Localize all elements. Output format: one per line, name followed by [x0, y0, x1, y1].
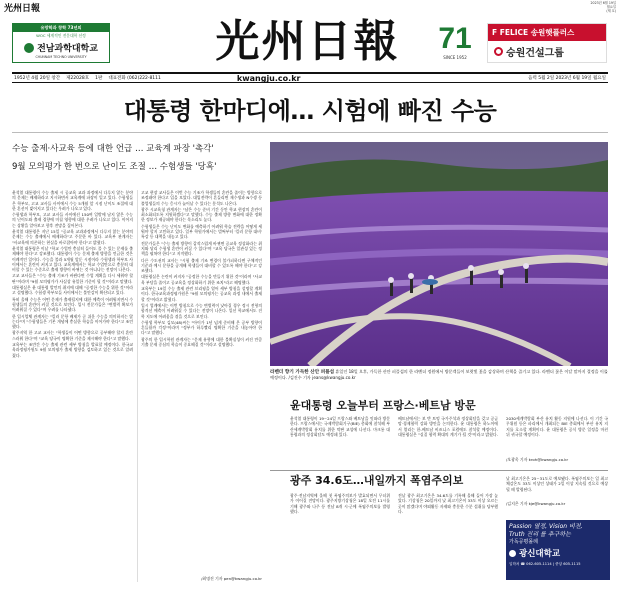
ad-university-contact: 입학처 ☎ 062-605-1114 | 중앙 605-1115 [509, 562, 581, 566]
main-article-col1 [12, 190, 133, 582]
story3-col1: 광주·전남지역에 올해 첫 폭염주의보가 발효되면서 무더위가 이어질 전망이다. 광주지방기상청은 18일 오전 11시를 기해 광주와 나주 등 전남 8개 시·군에 폭염주의보를 발령했다. [290, 493, 390, 514]
main-col2-para: 다른 수도권의 교사는 "시험 출제 기조 변경이 불가피하다면 구체적인 기준과 예시 문항을 공개해 학생들이 대비할 수 있도록 해야 한다"고 강조했다. [141, 257, 262, 274]
story3-col3: 낮 최고기온은 25~31도로 예보됐다. 폭염주의보는 일 최고 체감온도 33도 이상인 상태가 2일 이상 지속될 것으로 예상될 때 발령된다. [506, 476, 608, 492]
column-divider [137, 190, 138, 582]
story3-col2: 전날 광주 최고기온은 34.6도를 기록해 올해 들어 가장 높았다. 기상청은 20일까지 낮 최고기온이 33도 이상 오르는 곳이 많겠다며 야외활동 자제와 충분한 수분 섭취를 당부했다. [398, 493, 498, 514]
info-bar [12, 72, 608, 83]
corner-date-line2: 월요일 [606, 5, 616, 9]
main-col2-para: 광주 시교육청 관계자는 "남은 수능 준비 기간 동안 학교 현장의 혼란이 최소화되도록 지원하겠다"고 말했다. 수능 출제 방향 변화에 대한 정확한 정보가 제공돼야 한다는 목소리도 높다. [141, 206, 262, 223]
college-emblem-icon [24, 43, 34, 53]
main-byline: /최명진 기자 pen@kwangju.co.kr [201, 576, 262, 581]
lavender-field-image [270, 142, 608, 366]
main-col1-para: 특히 올해 수능은 어떤 문제가 출제될지에 대한 예측이 어려워지면서 수험생들의 혼란이 커질 것으로 보인다. 입시 전문가들은 "변별력 확보가 어려워질 수 있다"며 우려를 나타냈다. [12, 296, 133, 313]
story3-byline: /김지은 기자 kje@kwangju.co.kr [506, 501, 566, 506]
info-date: 음력 5월 2일 2023년 6월 19일 월요일 [528, 76, 606, 81]
main-headline: 대통령 한마디에… 시험에 빠진 수능 [123, 97, 497, 125]
ad-college-tag: 유망학과 창학 73년의 [13, 24, 109, 32]
story2-col1: 윤석열 대통령이 19~24일 프랑스와 베트남을 잇따라 방문한다. 프랑스에서는 국제박람회기구(BIE) 총회에 참석해 부산세계박람회 유치를 위한 막판 교섭에 나선다. 마크롱 대통령과의 정상회담도 예정돼 있다. [290, 416, 390, 437]
main-col2-para: 수험생 학부모 김모(48)씨는 "아이가 1년 넘게 준비해 온 공부 방향이 흔들릴까 걱정"이라며 "정부가 하루빨리 명확한 기준을 내놓아야 한다"고 말했다. [141, 319, 262, 336]
main-col1-para: 한 입시업체 관계자는 "킬러 문항 배제가 곧 쉬운 수능을 의미하지는 않는다"며 "수험생들은 기본 개념에 충실한 학습을 이어가야 한다"고 조언했다. [12, 313, 133, 330]
photo-caption-credit: /김진수 기자 jeans@kwangju.co.kr [288, 375, 356, 381]
main-article-col2 [141, 190, 262, 576]
ad-university-line2: Truth 진리 를 추구하는 [509, 531, 571, 538]
story2-title: 윤대통령 오늘부터 프랑스·베트남 방문 [290, 399, 476, 412]
corner-logo: 光州日報 [4, 4, 41, 14]
main-col2-para: 전문가들은 "수능 출제 방향이 갑작스럽게 바뀌면 공교육 정상화라는 취지와 달리 수험생 혼란이 커질 수 있다"며 "교육 당국은 일관성 있는 정책을 펼쳐야 한다"고 지적했다. [141, 240, 262, 257]
ad-university-line3: 가독공평몰례 [509, 539, 538, 545]
photo-caption-title: 라벤더 향기 가득한 산안 퍼플섬 [270, 370, 335, 375]
info-founded: 1952년 4월 20일 창간 [14, 76, 61, 81]
ad-college-name-en: CHUNNAM TECHNO UNIVERSITY [35, 55, 87, 59]
ad-college-name: 전남과학대학교 [37, 44, 98, 54]
story2-col3: 2030세계박람회 부산 유치 활동 지원에 나선다. 이 기간 국무위원 등은 파리에서 개최되는 BIE 총회에서 부산 유치 지지를 호소할 계획이다. 윤 대통령은 공식 방문 일정을 마친 뒤 귀국할 예정이다. [506, 416, 608, 437]
main-col1-para: 교육부는 조만간 수능 출제 관련 세부 방침을 발표할 예정이다. 한국교육과정평가원도 9월 모의평가 출제 방향을 검토하고 있는 것으로 알려졌다. [12, 342, 133, 358]
corner-date-line1: 2023년 6월 19일 [590, 1, 616, 5]
main-col2-para: 입시 업계에서는 이번 방침으로 수능 변별력이 낮아질 경우 정시 전형의 합격선 예측이 어려워질 수 있다는 전망이 나온다. 일선 학교에서도 진학 지도에 어려움을 겪을 것으로 보인다. [141, 302, 262, 319]
photo-caption [270, 369, 608, 381]
corner-date [591, 1, 616, 13]
info-site-link[interactable]: kwangju.co.kr [236, 73, 301, 83]
ad-university[interactable] [506, 520, 610, 580]
subhead-2: 9월 모의평가 한 번으로 난이도 조절 … 수험생들 '당혹' [12, 162, 217, 172]
anniversary-since: SINCE 1952 [443, 55, 467, 60]
info-edition: 1판 [95, 76, 103, 81]
anniversary-number: 71 [438, 22, 472, 55]
subhead-1: 수능 출제·사교육 등에 대한 언급 … 교육계 파장 '촉각' [12, 144, 214, 154]
anniversary-badge [437, 23, 473, 65]
main-col2-para: 대통령실은 논란이 커지자 "공정한 수능을 만들기 위한 것"이라며 "사교육 부담을 줄이고 공교육을 정상화하기 위한 조치"라고 해명했다. [141, 274, 262, 285]
story2-byline: /오광욱 기자 kroh@kwangju.co.kr [506, 457, 569, 462]
ad-university-line1: Passion 열정, Vision 비전, [509, 523, 583, 530]
photo-caption-text: 휴일인 18일 오후, 가득한 산안 퍼플섬의 한 라벤더 정원에서 방문객들이 보랏빛 꽃을 감상하며 산책을 즐기고 있다. 라벤더 꽃은 이달 말까지 절정을 이룰 예정이다. [270, 369, 608, 381]
main-col2-para: 수험생들은 수능 난이도 변화를 예측하기 어려워 학습 전략을 어떻게 세워야 할지 고민하고 있다. 일부 학원가에서는 벌써부터 '킬러 문항 대비' 특강 등 대책을 내놓고 있다. [141, 223, 262, 240]
main-col1-para: 광주지역 한 고교 교사는 "학생들이 어떤 방향으로 공부해야 할지 혼란스러워 한다"며 "교육 당국이 명확한 기준을 제시해야 한다"고 말했다. [12, 330, 133, 341]
info-issue: 제22028호 [66, 76, 90, 81]
story3-title: 광주 34.6도…내일까지 폭염주의보 [290, 474, 464, 487]
ad-college[interactable] [12, 23, 110, 63]
main-col1-para: 수험생과 학부모, 고교 교사들 사이에선 150여 일밖에 남지 않은 수능의 난이도와 출제 경향에 미칠 영향에 대한 우려가 나오고 있다. 이어지는 상황을 알아보고 향후 전망을 짚어본다. [12, 212, 133, 228]
story-divider [270, 470, 608, 471]
main-col2-para: 광주의 한 입시학원 관계자는 "문제 유형에 대한 불확실성이 커진 만큼 기출 문제 중심의 학습이 중요해질 것"이라고 설명했다. [141, 336, 262, 348]
story2-col2: 베트남에서는 보 반 트엉 국가주석과 정상회담을 갖고 공급망·경제협력 강화 방안을 논의한다. 윤 대통령은 하노이에서 열리는 한-베트남 비즈니스 포럼에도 참석할 예정이다. 대통령실은 "실질 협력 확대의 계기가 될 것"이라고 밝혔다. [398, 416, 498, 437]
ad-college-sub: WOC 세계적인 전문대학 선정 [36, 33, 86, 38]
main-col1-para: 대통령실은 윤 대통령 발언의 취지에 대해 "공정한 수능을 위한 것"이라고 설명했다. 수험생 학부모들 사이에서는 불안감이 확산되고 있다. [12, 285, 133, 296]
corner-date-line3: (제 호) [606, 9, 616, 13]
main-col2-para: 교육부는 19일 수능 출제 관련 브리핑을 열어 세부 방침을 설명할 계획이다. 한국교육과정평가원은 "9월 모의평가는 공교육 과정 내에서 출제할 것"이라고 밝혔다. [141, 286, 262, 302]
lavender-photo [270, 142, 608, 366]
ad-builder-felice: F FELICE 송원햇플러스 [488, 24, 606, 41]
builder-logo-icon [494, 47, 503, 56]
masthead-title: 光州日報 [215, 16, 400, 67]
main-col2-para: 고교 현장 교사들은 이번 수능 기조가 학생들의 혼란을 줄이는 방향으로 조정돼야 한다고 입을 모았다. 대입전략이 흔들리면 재수생과 N수생 등 졸업생들의 수능 응시가 늘어날 수 있다는 분석도 나온다. [141, 190, 262, 206]
university-emblem-icon [509, 550, 516, 557]
ad-university-school: 광신대학교 [519, 549, 561, 559]
ad-builder[interactable] [487, 23, 607, 63]
main-col1-para: 윤석열 대통령은 지난 15일 "공교육 교과과정에서 다루지 않는 분야의 문제는 수능 출제에서 배제하라"고 주문한 바 있다. 교육부 관계자는 "사교육에 의존하는 현실을 바로잡아야 한다"고 밝혔다. [12, 229, 133, 245]
headline-rule [12, 132, 608, 133]
info-phone: 대표전화 (062)222-8111 [108, 76, 161, 81]
main-col1-para: 윤석열 대통령은 이날 "학교 수업만 충실히 들어도 풀 수 있는 문제를 출제해야 한다"고 강조했다. 대통령이 수능 문제 출제 방향을 언급한 것은 이례적인 일이다. 수능을 불과 5개월 앞둔 시점이라 수험생과 학부모 사이에서는 혼란이 커지고 있다. 교육계에서는 학교 수업만으로 충분히 대비할 수 있는 수준으로 출제 방향이 바뀌는 것 아니냐는 전망이 나온다. [12, 245, 133, 273]
ad-builder-company: 승원건설그룹 [506, 48, 564, 59]
main-col1-para: 윤석열 대통령이 수능 출제 시 공교육 교과 과정에서 다루지 않는 분야의 문제는 배제하라고 지시하면서 교육계에 파장이 일고 있다. 수험생들은 학부모, 고교 교사들 사이에서 수능 5개월 앞 시점 난이도 조절에 대한 혼선이 빚어지고 있다는 우려가 나오고 있다. [12, 190, 133, 211]
main-col1-para: 고교 교사들은 "수능 출제 기조가 바뀐다면 수업 계획을 다시 세워야 할 판"이라며 "9월 모의평가가 사실상 유일한 기준이 될 것"이라고 말했다. [12, 273, 133, 284]
